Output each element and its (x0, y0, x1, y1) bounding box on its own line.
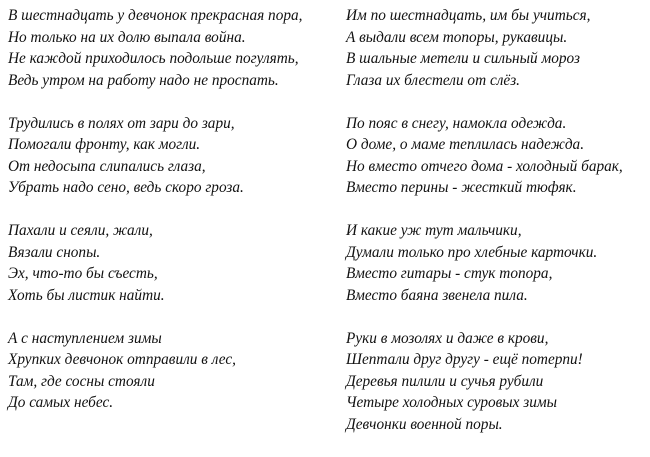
poem-line: Хрупких девчонок отправили в лес, (8, 351, 236, 368)
poem-line: Ведь утром на работу надо не проспать. (8, 71, 279, 89)
poem-line: Глаза их блестели от слёз. (346, 71, 520, 89)
poem-line: Вязали снопы. (8, 243, 101, 261)
poem-line: И какие уж тут мальчики, (346, 222, 522, 239)
poem-line: Хоть бы листик найти. (8, 286, 165, 304)
stanza-3 (8, 220, 328, 306)
poem-line: Эх, что-то бы съесть, (8, 265, 158, 282)
poem-line: Убрать надо сено, ведь скоро гроза. (8, 179, 244, 196)
poem-line: Им по шестнадцать, им бы учиться, (346, 7, 591, 24)
poem-line: Но только на их долю выпала война. (8, 28, 246, 46)
poem-line: Деревья пилили и сучья рубили (346, 372, 544, 390)
poem-line: Но вместо отчего дома - холодный барак, (346, 157, 623, 175)
poem-line: А выдали всем топоры, рукавицы. (346, 28, 568, 46)
poem-left-column (8, 5, 328, 435)
poem-line: Пахали и сеяли, жали, (8, 222, 153, 239)
stanza-6 (346, 113, 646, 199)
poem-line: Четыре холодных суровых зимы (346, 394, 557, 411)
poem-line: Не каждой приходилось подольше погулять, (8, 50, 299, 67)
poem-line: Думали только про хлебные карточки. (346, 243, 598, 261)
poem-line: В шальные метели и сильный мороз (346, 50, 580, 67)
poem-line: Шептали друг другу - ещё потерпи! (346, 351, 583, 368)
stanza-5 (346, 5, 646, 91)
poem-right-column (346, 5, 646, 457)
poem-line: В шестнадцать у девчонок прекрасная пора, (8, 7, 303, 24)
poem-line: Трудились в полях от зари до зари, (8, 114, 235, 132)
stanza-2 (8, 113, 328, 199)
poem-line: О доме, о маме теплилась надежда. (346, 136, 585, 153)
stanza-8 (346, 328, 646, 436)
poem-line: Девчонки военной поры. (346, 415, 503, 433)
stanza-7 (346, 220, 646, 306)
poem-line: Там, где сосны стояли (8, 372, 155, 390)
stanza-4 (8, 328, 328, 414)
poem-line: От недосыпа слипались глаза, (8, 157, 206, 175)
poem-line: Вместо перины - жесткий тюфяк. (346, 179, 577, 196)
poem-line: Вместо гитары - стук топора, (346, 265, 553, 282)
poem-line: Руки в мозолях и даже в крови, (346, 329, 549, 347)
poem-line: До самых небес. (8, 394, 114, 411)
poem-line: А с наступлением зимы (8, 329, 162, 347)
poem-line: Вместо баяна звенела пила. (346, 286, 528, 304)
poem-line: По пояс в снегу, намокла одежда. (346, 114, 567, 132)
stanza-1 (8, 5, 328, 91)
poem-line: Помогали фронту, как могли. (8, 136, 201, 153)
